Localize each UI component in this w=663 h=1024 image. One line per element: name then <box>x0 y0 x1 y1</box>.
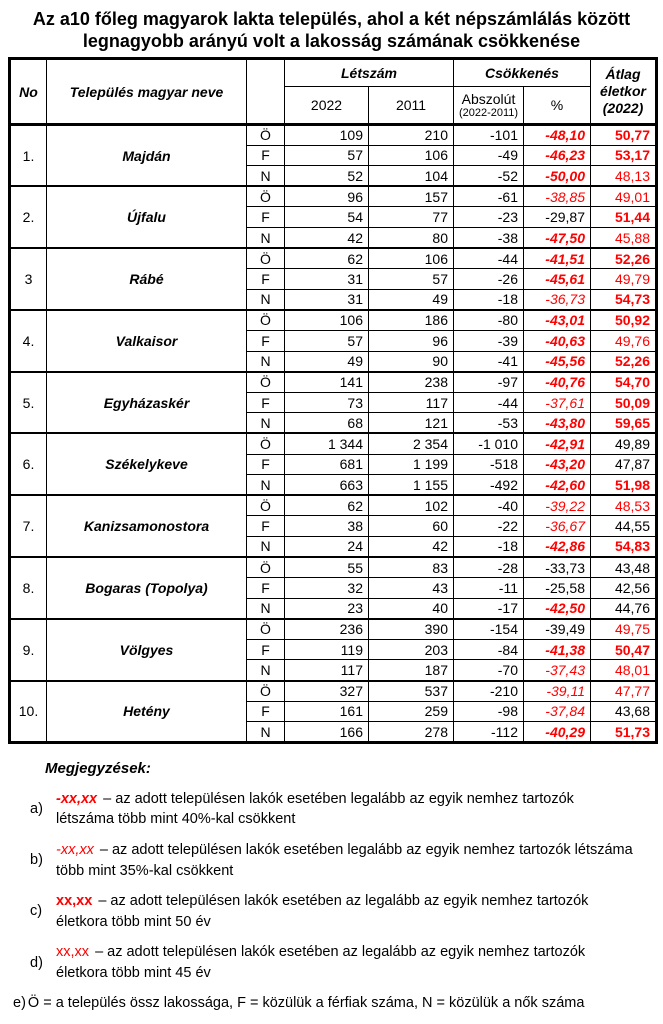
population-2022: 62 <box>285 248 369 269</box>
percent-change: -42,86 <box>524 536 591 557</box>
population-2022: 42 <box>285 227 369 248</box>
population-2022: 23 <box>285 598 369 619</box>
average-age: 48,53 <box>591 495 657 516</box>
population-2022: 62 <box>285 495 369 516</box>
percent-change: -45,61 <box>524 269 591 290</box>
settlement-name: Hetény <box>47 681 247 743</box>
average-age: 51,98 <box>591 475 657 496</box>
settlement-name: Kanizsamonostora <box>47 495 247 557</box>
row-number: 7. <box>10 495 47 557</box>
note-label: a) <box>30 801 43 818</box>
table-header <box>10 59 657 125</box>
population-2022: 119 <box>285 639 369 660</box>
group-letter: N <box>247 166 285 187</box>
percent-change: -43,80 <box>524 413 591 434</box>
group-letter: N <box>247 598 285 619</box>
note-label: c) <box>30 903 43 920</box>
population-2022: 166 <box>285 722 369 743</box>
group-letter: N <box>247 660 285 681</box>
percent-change: -43,20 <box>524 454 591 475</box>
percent-change: -43,01 <box>524 310 591 331</box>
settlement-name: Újfalu <box>47 186 247 248</box>
average-age: 59,65 <box>591 413 657 434</box>
settlement-name: Székelykeve <box>47 433 247 495</box>
group-letter: Ö <box>247 495 285 516</box>
group-letter: N <box>247 536 285 557</box>
percent-change: -46,23 <box>524 145 591 166</box>
population-2022: 55 <box>285 557 369 578</box>
percent-change: -40,63 <box>524 330 591 351</box>
note-item <box>30 789 663 830</box>
group-letter: F <box>247 145 285 166</box>
percent-change: -41,38 <box>524 639 591 660</box>
percent-change: -36,67 <box>524 516 591 537</box>
group-letter: Ö <box>247 186 285 207</box>
group-letter: N <box>247 722 285 743</box>
population-2022: 57 <box>285 330 369 351</box>
percent-change: -39,49 <box>524 619 591 640</box>
group-letter: F <box>247 207 285 228</box>
table-row <box>10 619 657 640</box>
population-2022: 106 <box>285 310 369 331</box>
average-age: 47,87 <box>591 454 657 475</box>
average-age: 48,13 <box>591 166 657 187</box>
absolute-change: -1 010 <box>454 433 524 454</box>
note-item <box>13 993 663 1014</box>
col-header-atlag-line2: életkor <box>600 83 646 99</box>
population-2011: 2 354 <box>369 433 454 454</box>
note-code-sample: xx,xx <box>56 944 90 961</box>
row-number: 6. <box>10 433 47 495</box>
average-age: 50,47 <box>591 639 657 660</box>
note-label: b) <box>30 852 43 869</box>
percent-change: -41,51 <box>524 248 591 269</box>
population-2011: 96 <box>369 330 454 351</box>
population-2011: 117 <box>369 392 454 413</box>
average-age: 53,17 <box>591 145 657 166</box>
percent-change: -42,91 <box>524 433 591 454</box>
absolute-change: -492 <box>454 475 524 496</box>
percent-change: -37,61 <box>524 392 591 413</box>
percent-change: -40,29 <box>524 722 591 743</box>
population-2022: 96 <box>285 186 369 207</box>
average-age: 49,76 <box>591 330 657 351</box>
average-age: 54,83 <box>591 536 657 557</box>
settlement-name: Egyházaskér <box>47 372 247 434</box>
percent-change: -48,10 <box>524 125 591 146</box>
table-row <box>10 557 657 578</box>
absolute-change: -97 <box>454 372 524 393</box>
note-text: -xx,xx – az adott településen lakók esetében legalább az egyik nemhez tartozók létszáma több mint 40%-kal csökkent <box>56 790 574 828</box>
average-age: 43,68 <box>591 701 657 722</box>
population-2011: 157 <box>369 186 454 207</box>
population-2011: 83 <box>369 557 454 578</box>
group-letter: F <box>247 639 285 660</box>
absolute-change: -154 <box>454 619 524 640</box>
col-header-atlag-line3: (2022) <box>602 100 644 116</box>
group-letter: F <box>247 701 285 722</box>
absolute-change: -26 <box>454 269 524 290</box>
group-letter: F <box>247 269 285 290</box>
percent-change: -47,50 <box>524 227 591 248</box>
note-text: Ö = a település össz lakossága, F = közülük a férfiak száma, N = közülük a nők száma <box>27 995 585 1012</box>
table-row <box>10 681 657 702</box>
row-number: 10. <box>10 681 47 743</box>
percent-change: -45,56 <box>524 351 591 372</box>
page-title-line1: Az a10 főleg magyarok lakta település, ahol a két népszámlálás között <box>32 9 631 29</box>
absolute-change: -80 <box>454 310 524 331</box>
row-number: 2. <box>10 186 47 248</box>
absolute-change: -98 <box>454 701 524 722</box>
note-text: xx,xx – az adott településen lakók esetében az legalább az egyik nemhez tartozók életkora több mint 45 év <box>56 944 586 981</box>
population-2022: 109 <box>285 125 369 146</box>
average-age: 43,48 <box>591 557 657 578</box>
group-letter: N <box>247 413 285 434</box>
group-letter: N <box>247 227 285 248</box>
group-letter: Ö <box>247 681 285 702</box>
col-header-letszam: Létszám <box>285 59 454 87</box>
absolute-change: -53 <box>454 413 524 434</box>
population-2011: 278 <box>369 722 454 743</box>
population-2011: 42 <box>369 536 454 557</box>
table-row <box>10 125 657 146</box>
population-2022: 31 <box>285 289 369 310</box>
population-2022: 31 <box>285 269 369 290</box>
population-2022: 54 <box>285 207 369 228</box>
percent-change: -50,00 <box>524 166 591 187</box>
average-age: 51,44 <box>591 207 657 228</box>
population-2011: 210 <box>369 125 454 146</box>
table-row <box>10 186 657 207</box>
row-number: 8. <box>10 557 47 619</box>
average-age: 50,92 <box>591 310 657 331</box>
settlement-name: Völgyes <box>47 619 247 681</box>
group-letter: F <box>247 578 285 599</box>
average-age: 50,09 <box>591 392 657 413</box>
col-header-atlag-line1: Átlag <box>605 66 641 82</box>
percent-change: -33,73 <box>524 557 591 578</box>
absolute-change: -52 <box>454 166 524 187</box>
population-2011: 121 <box>369 413 454 434</box>
population-2011: 102 <box>369 495 454 516</box>
note-item <box>30 942 663 983</box>
population-2022: 327 <box>285 681 369 702</box>
population-2011: 40 <box>369 598 454 619</box>
note-item <box>30 891 663 932</box>
absolute-change: -38 <box>454 227 524 248</box>
population-2022: 663 <box>285 475 369 496</box>
col-header-2011: 2011 <box>369 87 454 125</box>
group-letter: Ö <box>247 125 285 146</box>
average-age: 51,73 <box>591 722 657 743</box>
percent-change: -25,58 <box>524 578 591 599</box>
group-letter: N <box>247 475 285 496</box>
page-title <box>0 8 663 52</box>
absolute-change: -22 <box>454 516 524 537</box>
population-2011: 80 <box>369 227 454 248</box>
absolute-change: -41 <box>454 351 524 372</box>
notes-heading: Megjegyzések: <box>45 759 151 777</box>
percent-change: -40,76 <box>524 372 591 393</box>
settlement-name: Bogaras (Topolya) <box>47 557 247 619</box>
table-row <box>10 495 657 516</box>
notes-section <box>0 760 663 1014</box>
absolute-change: -49 <box>454 145 524 166</box>
percent-change: -37,84 <box>524 701 591 722</box>
note-label: d) <box>30 954 43 971</box>
group-letter: Ö <box>247 433 285 454</box>
population-2022: 57 <box>285 145 369 166</box>
absolute-change: -17 <box>454 598 524 619</box>
population-2022: 117 <box>285 660 369 681</box>
col-header-csokkenes: Csökkenés <box>454 59 591 87</box>
row-number: 9. <box>10 619 47 681</box>
average-age: 52,26 <box>591 351 657 372</box>
absolute-change: -101 <box>454 125 524 146</box>
col-header-abszolut-sub: (2022-2011) <box>458 106 519 119</box>
percent-change: -38,85 <box>524 186 591 207</box>
col-header-abszolut-label: Abszolút <box>461 90 516 107</box>
group-letter: F <box>247 330 285 351</box>
population-2022: 161 <box>285 701 369 722</box>
population-2011: 238 <box>369 372 454 393</box>
absolute-change: -210 <box>454 681 524 702</box>
percent-change: -42,50 <box>524 598 591 619</box>
average-age: 48,01 <box>591 660 657 681</box>
note-code-sample: -xx,xx <box>56 790 98 807</box>
note-label: e) <box>13 995 26 1012</box>
average-age: 50,77 <box>591 125 657 146</box>
population-2011: 104 <box>369 166 454 187</box>
group-letter: Ö <box>247 310 285 331</box>
population-2011: 77 <box>369 207 454 228</box>
average-age: 52,26 <box>591 248 657 269</box>
table-row <box>10 372 657 393</box>
note-text: -xx,xx – az adott településen lakók esetében legalább az egyik nemhez tartozók létszáma több mint 35%-kal csökkent <box>56 841 633 879</box>
population-2022: 38 <box>285 516 369 537</box>
average-age: 54,70 <box>591 372 657 393</box>
group-letter: F <box>247 392 285 413</box>
settlement-name: Rábé <box>47 248 247 310</box>
population-2011: 43 <box>369 578 454 599</box>
table-row <box>10 248 657 269</box>
group-letter: Ö <box>247 372 285 393</box>
table-body <box>10 125 657 743</box>
percent-change: -42,60 <box>524 475 591 496</box>
average-age: 45,88 <box>591 227 657 248</box>
absolute-change: -18 <box>454 289 524 310</box>
page-title-line2: legnagyobb arányú volt a lakosság számának csökkenése <box>82 31 581 51</box>
col-header-percent: % <box>524 87 591 125</box>
col-header-2022: 2022 <box>285 87 369 125</box>
group-letter: N <box>247 289 285 310</box>
absolute-change: -70 <box>454 660 524 681</box>
population-2011: 106 <box>369 248 454 269</box>
row-number: 4. <box>10 310 47 372</box>
absolute-change: -28 <box>454 557 524 578</box>
average-age: 49,01 <box>591 186 657 207</box>
population-2022: 141 <box>285 372 369 393</box>
population-2022: 49 <box>285 351 369 372</box>
absolute-change: -40 <box>454 495 524 516</box>
percent-change: -37,43 <box>524 660 591 681</box>
population-2011: 57 <box>369 269 454 290</box>
average-age: 49,89 <box>591 433 657 454</box>
notes-list <box>0 789 663 1014</box>
note-code-sample: xx,xx <box>56 893 93 910</box>
group-letter: Ö <box>247 619 285 640</box>
population-2011: 1 199 <box>369 454 454 475</box>
col-header-atlag-eletkor <box>591 59 657 125</box>
population-2011: 90 <box>369 351 454 372</box>
population-2011: 186 <box>369 310 454 331</box>
population-2022: 52 <box>285 166 369 187</box>
table-row <box>10 310 657 331</box>
absolute-change: -18 <box>454 536 524 557</box>
population-2022: 73 <box>285 392 369 413</box>
average-age: 44,76 <box>591 598 657 619</box>
percent-change: -29,87 <box>524 207 591 228</box>
absolute-change: -39 <box>454 330 524 351</box>
population-2022: 1 344 <box>285 433 369 454</box>
note-code-sample: -xx,xx <box>56 841 94 858</box>
average-age: 49,79 <box>591 269 657 290</box>
group-letter: F <box>247 454 285 475</box>
percent-change: -39,11 <box>524 681 591 702</box>
population-2022: 236 <box>285 619 369 640</box>
population-2022: 32 <box>285 578 369 599</box>
average-age: 42,56 <box>591 578 657 599</box>
row-number: 5. <box>10 372 47 434</box>
percent-change: -36,73 <box>524 289 591 310</box>
population-2011: 537 <box>369 681 454 702</box>
absolute-change: -11 <box>454 578 524 599</box>
population-2011: 1 155 <box>369 475 454 496</box>
col-header-group-letter <box>247 59 285 125</box>
population-2011: 259 <box>369 701 454 722</box>
group-letter: Ö <box>247 557 285 578</box>
col-header-abszolut <box>454 87 524 125</box>
absolute-change: -44 <box>454 392 524 413</box>
average-age: 54,73 <box>591 289 657 310</box>
population-2011: 203 <box>369 639 454 660</box>
population-2011: 60 <box>369 516 454 537</box>
population-2022: 24 <box>285 536 369 557</box>
absolute-change: -518 <box>454 454 524 475</box>
population-2011: 187 <box>369 660 454 681</box>
note-item <box>30 840 663 881</box>
population-2022: 681 <box>285 454 369 475</box>
table-row <box>10 433 657 454</box>
group-letter: F <box>247 516 285 537</box>
col-header-no: No <box>10 59 47 125</box>
settlement-name: Majdán <box>47 125 247 187</box>
group-letter: N <box>247 351 285 372</box>
average-age: 44,55 <box>591 516 657 537</box>
absolute-change: -112 <box>454 722 524 743</box>
absolute-change: -84 <box>454 639 524 660</box>
percent-change: -39,22 <box>524 495 591 516</box>
average-age: 47,77 <box>591 681 657 702</box>
row-number: 1. <box>10 125 47 187</box>
population-2022: 68 <box>285 413 369 434</box>
col-header-settlement-name: Település magyar neve <box>47 59 247 125</box>
absolute-change: -61 <box>454 186 524 207</box>
absolute-change: -23 <box>454 207 524 228</box>
average-age: 49,75 <box>591 619 657 640</box>
population-2011: 49 <box>369 289 454 310</box>
population-decline-table <box>8 57 658 744</box>
population-2011: 390 <box>369 619 454 640</box>
group-letter: Ö <box>247 248 285 269</box>
population-2011: 106 <box>369 145 454 166</box>
absolute-change: -44 <box>454 248 524 269</box>
row-number: 3 <box>10 248 47 310</box>
note-text: xx,xx – az adott településen lakók esetében az legalább az egyik nemhez tartozók életkora több mint 50 év <box>56 893 589 930</box>
settlement-name: Valkaisor <box>47 310 247 372</box>
